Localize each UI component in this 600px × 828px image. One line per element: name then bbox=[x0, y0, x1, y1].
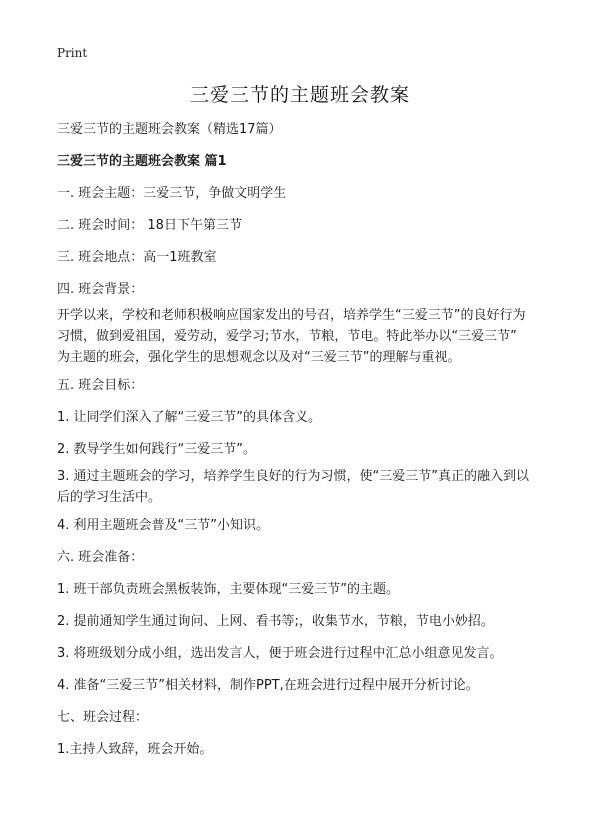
prep-heading: 六. 班会准备： bbox=[57, 550, 144, 565]
meeting-time: 二. 班会时间： 18日下午第三节 bbox=[57, 218, 242, 233]
prep-item-3: 3. 将班级划分成小组，选出发言人，便于班会进行过程中汇总小组意见发言。 bbox=[57, 646, 503, 661]
background-paragraph bbox=[57, 305, 547, 368]
goal-3-line: 后的学习生活中。 bbox=[57, 490, 162, 505]
goal-item-1: 1. 让同学们深入了解“三爱三节”的具体含义。 bbox=[57, 410, 322, 425]
section-heading: 三爱三节的主题班会教案 篇1 bbox=[57, 154, 227, 169]
prep-item-4: 4. 准备“三爱三节”相关材料，制作PPT,在班会进行过程中展开分析讨论。 bbox=[57, 678, 479, 693]
meeting-place: 三. 班会地点：高一1班教室 bbox=[57, 250, 217, 265]
goals-heading: 五. 班会目标： bbox=[57, 378, 144, 393]
process-heading: 七、班会过程： bbox=[57, 710, 149, 725]
process-item-1: 1.主持人致辞，班会开始。 bbox=[57, 742, 213, 757]
goal-item-4: 4. 利用主题班会普及“三节”小知识。 bbox=[57, 518, 270, 533]
print-label[interactable]: Print bbox=[57, 46, 88, 60]
prep-item-2: 2. 提前通知学生通过询问、上网、看书等;，收集节水，节粮，节电小妙招。 bbox=[57, 614, 494, 629]
document-title: 三爱三节的主题班会教案 bbox=[189, 84, 410, 106]
background-line: 开学以来，学校和老师积极响应国家发出的号召，培养学生“三爱三节”的良好行为 bbox=[57, 308, 526, 323]
background-line: 习惯，做到爱祖国，爱劳动，爱学习;节水，节粮，节电。特此举办以“三爱三节” bbox=[57, 329, 517, 344]
prep-item-1: 1. 班干部负责班会黑板装饰，主要体现“三爱三节”的主题。 bbox=[57, 582, 400, 597]
goal-item-3 bbox=[57, 466, 547, 508]
background-line: 为主题的班会，强化学生的思想观念以及对“三爱三节”的理解与重视。 bbox=[57, 350, 461, 365]
document-subtitle: 三爱三节的主题班会教案（精选17篇） bbox=[57, 122, 282, 137]
meeting-theme: 一. 班会主题：三爱三节，争做文明学生 bbox=[57, 186, 287, 201]
goal-3-line: 3. 通过主题班会的学习，培养学生良好的行为习惯，使“三爱三节”真正的融入到以 bbox=[57, 469, 530, 484]
goal-item-2: 2. 教导学生如何践行“三爱三节”。 bbox=[57, 442, 257, 457]
background-heading: 四. 班会背景： bbox=[57, 282, 144, 297]
